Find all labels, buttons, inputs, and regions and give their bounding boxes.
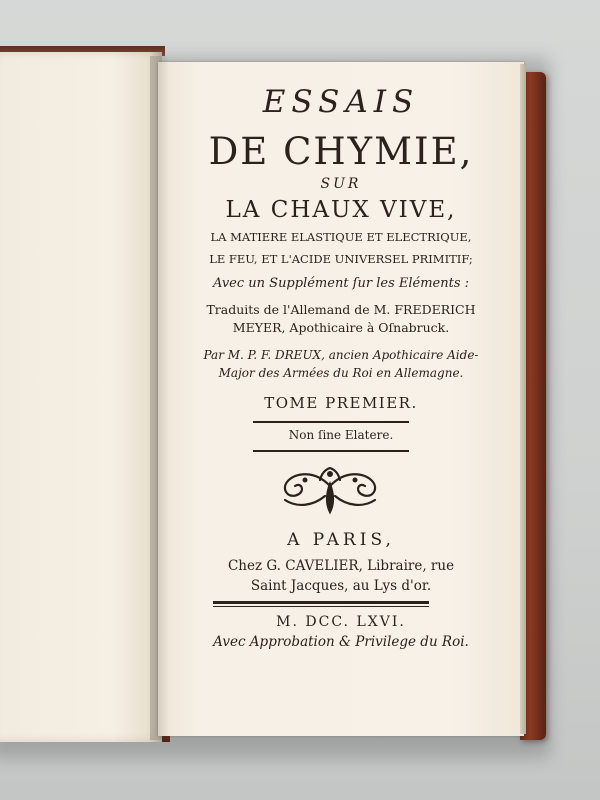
publisher-line2: Saint Jacques, au Lys d'or.	[250, 578, 432, 594]
left-blank-page	[0, 52, 162, 742]
rule-above-date	[213, 601, 429, 604]
rule-below-motto	[253, 450, 409, 452]
title-de-chymie: DE CHYMIE,	[208, 130, 474, 173]
translation-line1: Traduits de l'Allemand de M. FREDERICH	[206, 302, 476, 317]
translator-line2: Major des Armées du Roi en Allemagne.	[218, 366, 464, 380]
subtitle-matiere: LA MATIERE ELASTIQUE ET ELECTRIQUE,	[210, 230, 472, 244]
royal-privilege: Avec Approbation & Privilege du Roi.	[213, 634, 469, 650]
subtitle-supplement: Avec un Supplément ſur les Eléments :	[212, 276, 470, 291]
volume-label: TOME PREMIER.	[264, 394, 418, 412]
rule-above-date-thin	[213, 606, 429, 607]
imprint-place: A PARIS,	[287, 530, 395, 550]
title-sur: SUR	[320, 176, 362, 192]
publisher-line1: Chez G. CAVELIER, Libraire, rue	[227, 558, 455, 574]
floral-fleuron-ornament-icon	[275, 466, 385, 516]
translation-line2: MEYER, Apothicaire à Oſnabruck.	[232, 320, 450, 335]
motto: Non ſine Elatere.	[288, 428, 394, 442]
rule-above-motto	[253, 421, 409, 423]
translator-line1: Par M. P. F. DREUX, ancien Apothicaire Aide-	[203, 348, 479, 362]
imprint-year: M. DCC. LXVI.	[276, 614, 406, 630]
subtitle-feu: LE FEU, ET L'ACIDE UNIVERSEL PRIMITIF;	[209, 252, 473, 266]
title-essais: ESSAIS	[262, 84, 420, 120]
title-chaux-vive: LA CHAUX VIVE,	[225, 197, 457, 223]
